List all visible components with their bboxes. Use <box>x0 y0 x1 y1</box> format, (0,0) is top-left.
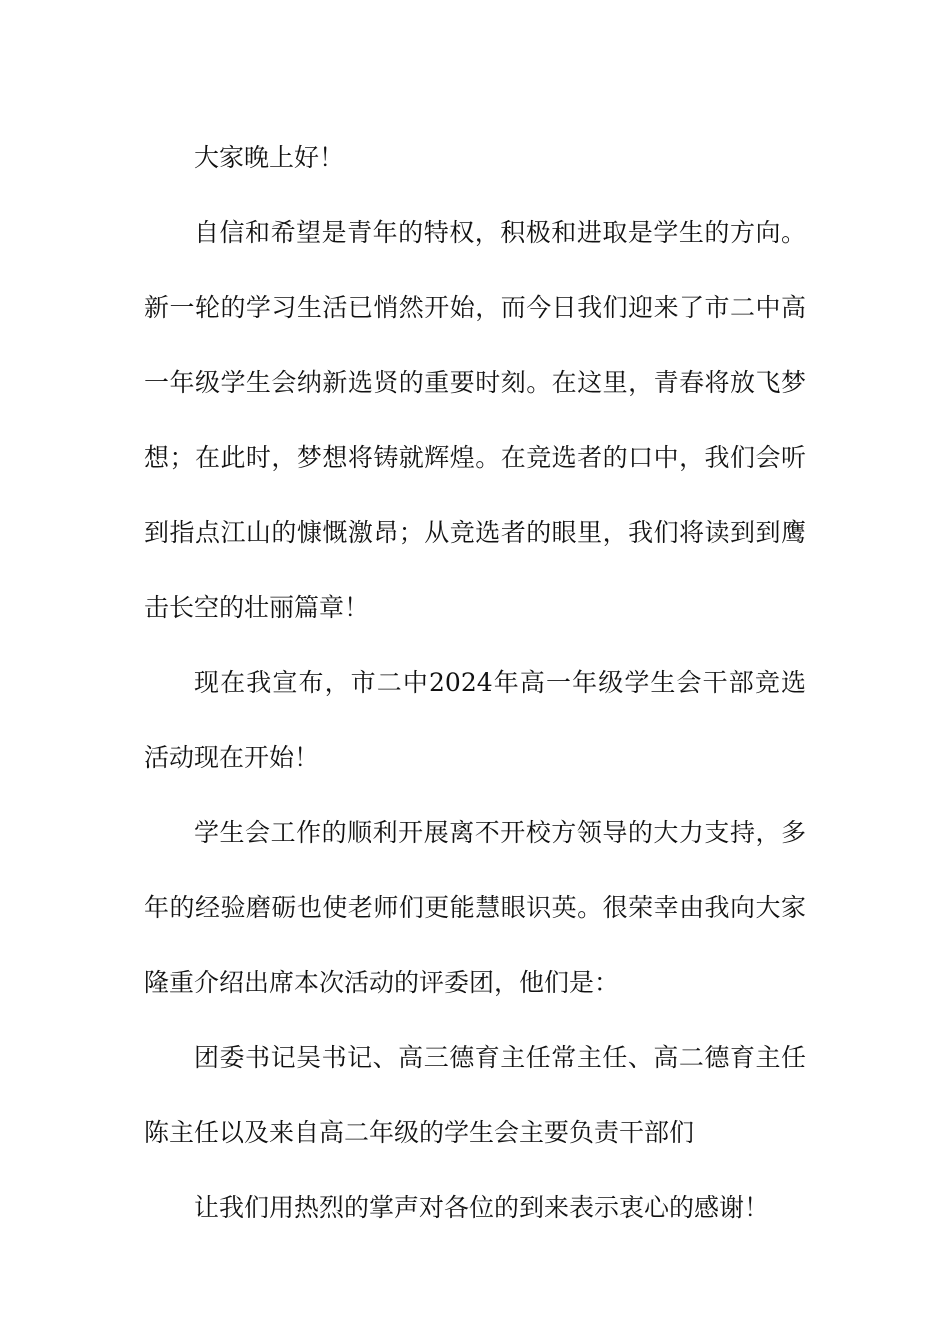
paragraph-greeting: 大家晚上好！ <box>194 143 345 172</box>
paragraph-judges-list: 团委书记吴书记、高三德育主任常主任、高二德育主任陈主任以及来自高二年级的学生会主要负责干部们 <box>144 1043 806 1147</box>
paragraph-announcement: 现在我宣布，市二中2024年高一年级学生会干部竞选活动现在开始！ <box>144 668 806 772</box>
paragraph-judges-intro: 学生会工作的顺利开展离不开校方领导的大力支持，多年的经验磨砺也使老师们更能慧眼识英。很荣幸由我向大家隆重介绍出席本次活动的评委团，他们是： <box>144 818 806 997</box>
document-body <box>144 120 806 1245</box>
paragraph-thanks: 让我们用热烈的掌声对各位的到来表示衷心的感谢！ <box>194 1193 770 1222</box>
paragraph-opening: 自信和希望是青年的特权，积极和进取是学生的方向。新一轮的学习生活已悄然开始，而今日我们迎来了市二中高一年级学生会纳新选贤的重要时刻。在这里，青春将放飞梦想；在此时，梦想将铸就辉煌。在竞选者的口中，我们会听到指点江山的慷慨激昂；从竞选者的眼里，我们将读到到鹰击长空的壮丽篇章！ <box>144 218 806 622</box>
